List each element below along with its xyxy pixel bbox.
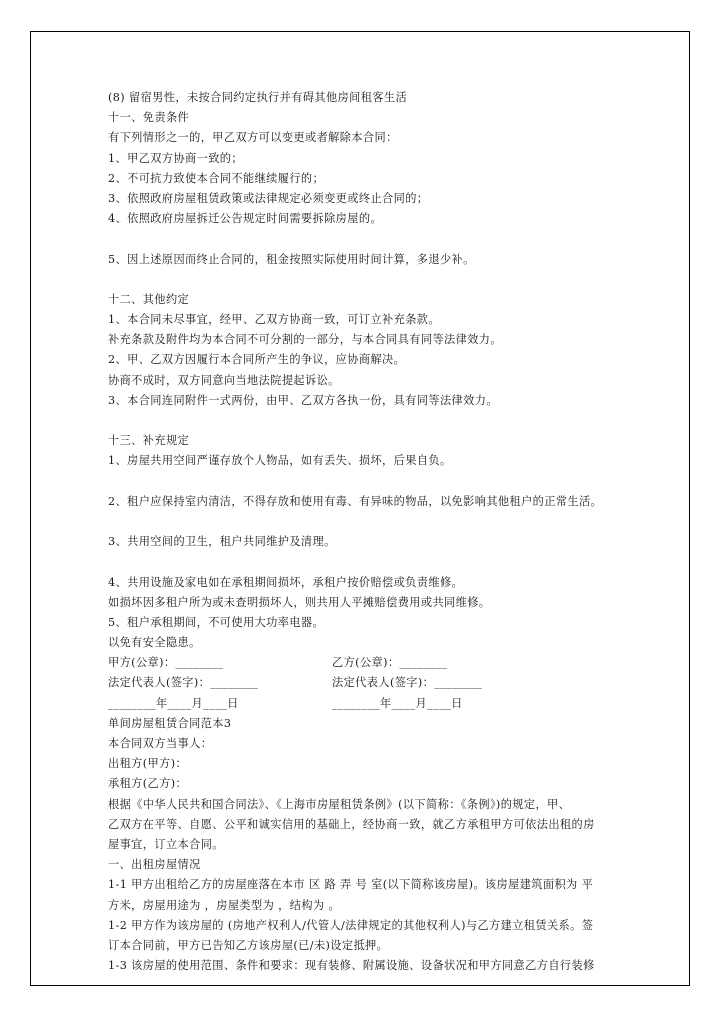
clause-line: 1-2 甲方作为该房屋的 (房地产权利人/代管人/法律规定的其他权利人)与乙方建立租赁关系。签 [108, 918, 594, 932]
blank-line [108, 512, 628, 532]
clause-line: 本合同双方当事人： [108, 737, 213, 750]
clause-line: 1、房屋共用空间严谨存放个人物品，如有丢失、损坏，后果自负。 [108, 454, 452, 468]
section-heading-other: 十二、其他约定 [108, 292, 190, 306]
section-heading-exemption: 十一、免责条件 [108, 111, 190, 125]
clause-line: 3、依照政府房屋租赁政策或法律规定必须变更或终止合同的； [108, 191, 429, 205]
section-heading-supplement: 十三、补充规定 [108, 434, 190, 448]
clause-line: 补充条款及附件均为本合同不可分割的一部分，与本合同具有同等法律效力。 [108, 333, 502, 347]
blank-line [108, 229, 628, 249]
clause-line: 4、依照政府房屋拆迁公告规定时间需要拆除房屋的。 [108, 212, 383, 226]
clause-line: 乙双方在平等、自愿、公平和诚实信用的基础上，经协商一致，就乙方承租甲方可依法出租的房 [108, 817, 595, 831]
clause-line: 2、租户应保持室内清洁，不得存放和使用有毒、有异味的物品，以免影响其他租户的正常生活。 [108, 494, 603, 508]
signature-row-date [108, 694, 628, 714]
clause-line: 1-3 该房屋的使用范围、条件和要求：现有装修、附属设施、设备状况和甲方同意乙方自行装修 [108, 959, 595, 973]
clause-line: 3、共用空间的卫生，租户共同维护及清理。 [108, 535, 336, 549]
section-heading-property: 一、出租房屋情况 [108, 858, 201, 872]
clause-line: 5、租户承租期间，不可使用大功率电器。 [108, 615, 325, 629]
clause-line: 如损坏因多租户所为或未查明损坏人，则共用人平摊赔偿费用或共同维修。 [108, 595, 491, 609]
party-b-date-field: ________年____月____日 [332, 696, 463, 710]
clause-line: 屋事宜，订立本合同。 [108, 837, 224, 851]
party-a-date-field: ________年____月____日 [108, 696, 239, 710]
blank-line [108, 472, 628, 492]
lessee-field: 承租方(乙方)： [108, 777, 188, 791]
party-b-representative-field: 法定代表人(签字)：________ [332, 676, 483, 690]
lessor-field: 出租方(甲方)： [108, 757, 188, 771]
clause-line: 以免有安全隐患。 [108, 636, 201, 650]
party-a-seal-field: 甲方(公章)：________ [108, 656, 224, 670]
clause-line: 1、甲乙双方协商一致的； [108, 151, 243, 165]
party-a-representative-field: 法定代表人(签字)：________ [108, 676, 259, 690]
clause-line: 2、甲、乙双方因履行本合同所产生的争议，应协商解决。 [108, 353, 406, 367]
clause-line: 根据《中华人民共和国合同法》、《上海市房屋租赁条例》(以下简称：《条例》)的规定，甲、 [108, 797, 571, 811]
clause-line: 5、因上述原因而终止合同的，租金按照实际使用时间计算，多退少补。 [108, 252, 475, 266]
blank-line [108, 552, 628, 572]
clause-line: 1、本合同未尽事宜，经甲、乙双方协商一致，可订立补充条款。 [108, 313, 440, 327]
clause-line: 方米，房屋用途为 ，房屋类型为 ，结构为 。 [108, 898, 341, 912]
clause-line: (8) 留宿男性，未按合同约定执行并有碍其他房间租客生活 [108, 91, 408, 104]
clause-line: 3、本合同连同附件一式两份，由甲、乙双方各执一份，具有同等法律效力。 [108, 393, 498, 407]
contract-title: 单间房屋租赁合同范本3 [108, 716, 232, 730]
party-b-seal-field: 乙方(公章)：________ [332, 656, 448, 670]
blank-line [108, 270, 628, 290]
clause-line: 2、不可抗力致使本合同不能继续履行的； [108, 171, 325, 185]
clause-line: 有下列情形之一的，甲乙双方可以变更或者解除本合同： [108, 131, 398, 145]
signature-row-representative [108, 673, 628, 693]
contract-body [108, 88, 628, 976]
signature-row-seal [108, 653, 628, 673]
clause-line: 订本合同前，甲方已告知乙方该房屋(已/未)设定抵押。 [108, 938, 389, 952]
clause-line: 4、共用设施及家电如在承租期间损坏，承租户按价赔偿或负责维修。 [108, 575, 464, 589]
blank-line [108, 411, 628, 431]
clause-line: 协商不成时，双方同意向当地法院提起诉讼。 [108, 373, 340, 387]
clause-line: 1-1 甲方出租给乙方的房屋座落在本市 区 路 弄 号 室(以下简称该房屋)。该房屋建筑面积为 平 [108, 878, 594, 892]
